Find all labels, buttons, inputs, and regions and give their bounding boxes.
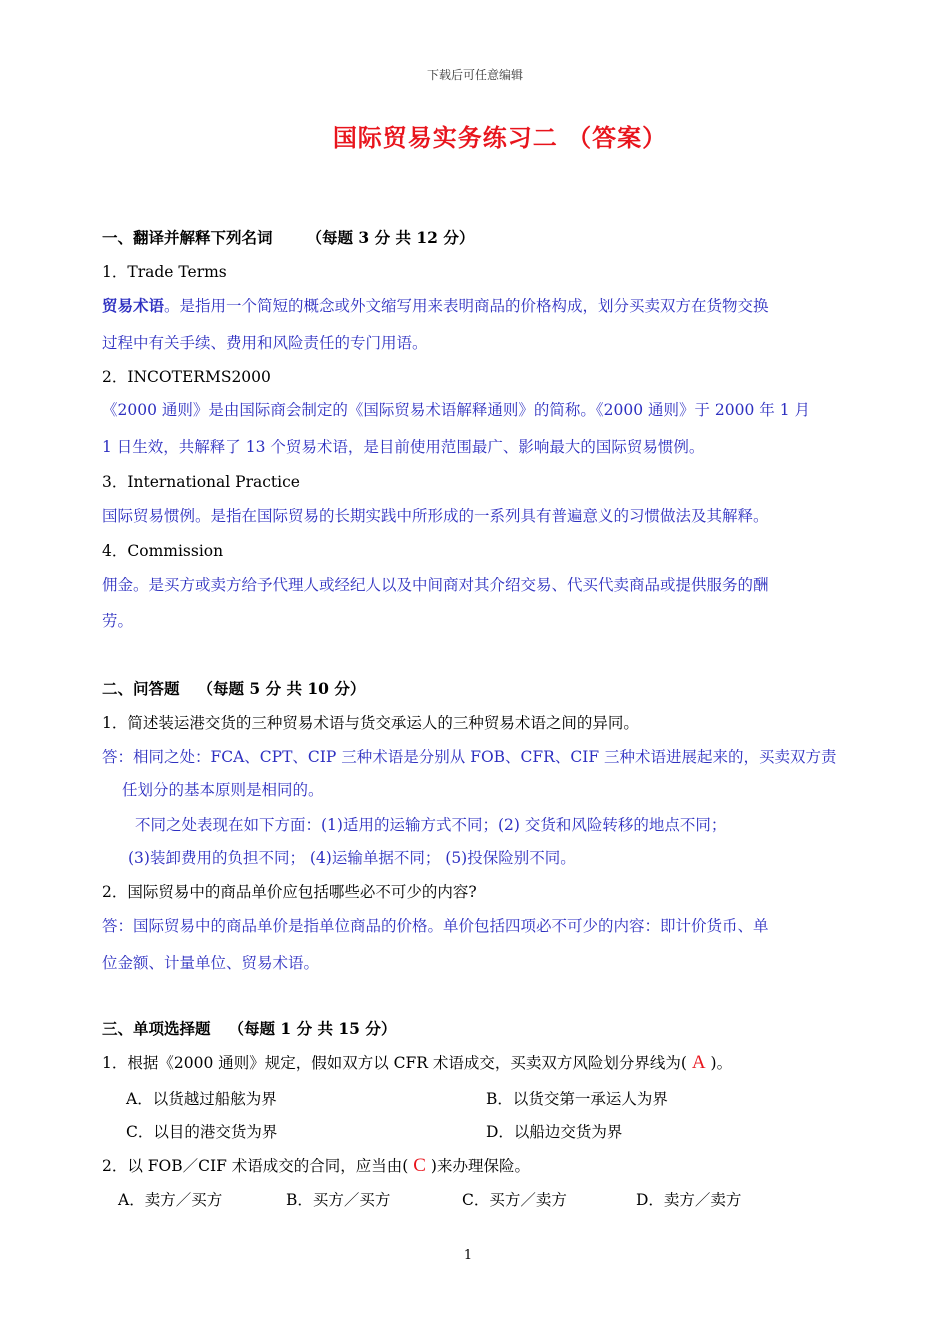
section3-heading: 三、单项选择题 （每题 1 分 共 15 分） — [102, 1019, 397, 1038]
s1-q2-term: 2．INCOTERMS2000 — [102, 368, 271, 386]
s2-q1-answer-line1: 答：相同之处：FCA、CPT、CIP 三种术语是分别从 FOB、CFR、CIF 三种术语进展起来的，买卖双方责 — [102, 748, 837, 766]
s1-q1-term: 1．Trade Terms — [102, 263, 227, 281]
s1-q3-term: 3．International Practice — [102, 473, 300, 491]
s3-q2-option-c: C．买方／卖方 — [462, 1191, 567, 1209]
s3-q1-stem: 1．根据《2000 通则》规定，假如双方以 CFR 术语成交，买卖双方风险划分界线为( A )。 — [102, 1052, 733, 1073]
s2-q1-question: 1．简述装运港交货的三种贸易术语与货交承运人的三种贸易术语之间的异同。 — [102, 714, 639, 732]
section1-heading: 一、翻译并解释下列名词 （每题 3 分 共 12 分） — [102, 228, 475, 247]
s3-q2-stem: 2．以 FOB／CIF 术语成交的合同，应当由( C )来办理保险。 — [102, 1155, 530, 1176]
s3-q1-option-a: A．以货越过船舷为界 — [126, 1090, 277, 1108]
s3-q1-option-d: D．以船边交货为界 — [486, 1123, 623, 1141]
s2-q2-answer-line2: 位金额、计量单位、贸易术语。 — [102, 954, 320, 972]
s2-q1-answer-line3: 不同之处表现在如下方面：(1)适用的运输方式不同；(2) 交货和风险转移的地点不同； — [135, 816, 727, 834]
s2-q2-answer-line1: 答：国际贸易中的商品单价是指单位商品的价格。单价包括四项必不可少的内容：即计价货币、单 — [102, 917, 769, 935]
s3-q1-answer: A — [691, 1052, 706, 1073]
s1-q1-answer-line1: 贸易术语。是指用一个简短的概念或外文缩写用来表明商品的价格构成，划分买卖双方在货物交换 — [102, 296, 769, 315]
s1-q2-answer-line1: 《2000 通则》是由国际商会制定的《国际贸易术语解释通则》的简称。《2000 通则》于 2000 年 1 月 — [102, 401, 811, 419]
page-number: 1 — [463, 1248, 473, 1263]
s1-q3-answer-line1: 国际贸易惯例。是指在国际贸易的长期实践中所形成的一系列具有普遍意义的习惯做法及其解释。 — [102, 507, 769, 525]
s1-q4-answer-line2: 劳。 — [102, 612, 134, 630]
page-title: 国际贸易实务练习二 （答案） — [332, 123, 668, 152]
s1-q1-answer-line2: 过程中有关手续、费用和风险责任的专门用语。 — [102, 334, 428, 352]
s3-q2-option-d: D．卖方／卖方 — [636, 1191, 742, 1209]
s1-q4-term: 4．Commission — [102, 542, 224, 560]
s1-q2-answer-line2: 1 日生效，共解释了 13 个贸易术语，是目前使用范围最广、影响最大的国际贸易惯例。 — [102, 438, 705, 456]
s3-q1-option-c: C．以目的港交货为界 — [126, 1123, 278, 1141]
s3-q2-answer: C — [413, 1155, 426, 1176]
header-note: 下载后可任意编辑 — [426, 68, 523, 82]
s3-q2-option-b: B．买方／买方 — [286, 1191, 391, 1209]
s2-q2-question: 2．国际贸易中的商品单价应包括哪些必不可少的内容? — [102, 883, 477, 901]
s1-q4-answer-line1: 佣金。是买方或卖方给予代理人或经纪人以及中间商对其介绍交易、代买代卖商品或提供服务的酬 — [102, 576, 769, 594]
s3-q1-option-b: B．以货交第一承运人为界 — [486, 1090, 668, 1108]
s2-q1-answer-line4: (3)装卸费用的负担不同； (4)运输单据不同； (5)投保险别不同。 — [128, 849, 576, 867]
s2-q1-answer-line2: 任划分的基本原则是相同的。 — [122, 781, 324, 799]
s3-q2-option-a: A．卖方／买方 — [118, 1191, 223, 1209]
section2-heading: 二、问答题 （每题 5 分 共 10 分） — [102, 679, 366, 698]
